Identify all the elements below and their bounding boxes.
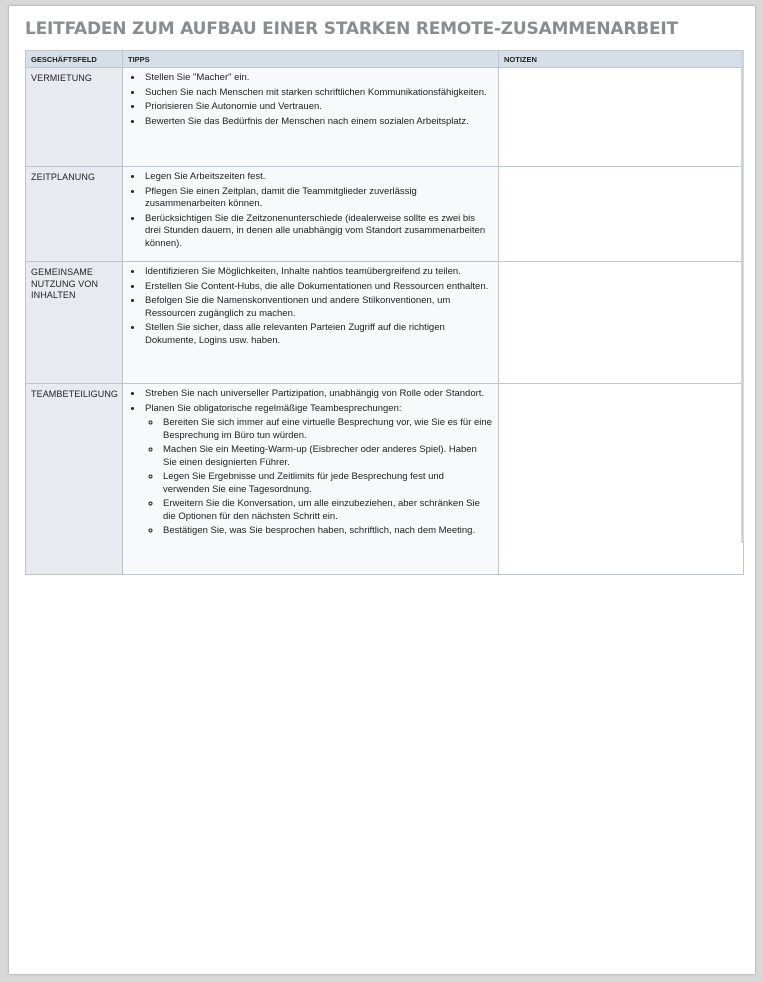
guide-table bbox=[25, 50, 744, 575]
tips-cell bbox=[123, 262, 499, 384]
header-notes: NOTIZEN bbox=[499, 51, 744, 68]
tips-list bbox=[129, 388, 492, 538]
tip-item: • Bewerten Sie das Bedürfnis der Menschen nach einem sozialen Arbeitsplatz. bbox=[143, 116, 492, 129]
field-cell: TEAMBETEILIGUNG bbox=[26, 384, 123, 575]
table-row bbox=[26, 384, 744, 575]
document-page bbox=[9, 6, 755, 974]
tip-item: • Streben Sie nach universeller Partizipation, unabhängig von Rolle oder Standort. bbox=[143, 388, 492, 401]
tips-list bbox=[129, 171, 492, 250]
table-row bbox=[26, 167, 744, 262]
tip-item bbox=[143, 403, 492, 538]
tip-item: • Erstellen Sie Content-Hubs, die alle Dokumentationen und Ressourcen enthalten. bbox=[143, 281, 492, 294]
table-row bbox=[26, 68, 744, 167]
subtip-item: ◦ Erweitern Sie die Konversation, um alle einzubeziehen, aber schränken Sie die Optionen für den nächsten Schritt ein. bbox=[161, 498, 492, 523]
tip-item: • Identifizieren Sie Möglichkeiten, Inhalte nahtlos teamübergreifend zu teilen. bbox=[143, 266, 492, 279]
notes-cell[interactable] bbox=[499, 262, 744, 384]
field-cell: GEMEINSAME NUTZUNG VON INHALTEN bbox=[26, 262, 123, 384]
tip-item-text: Planen Sie obligatorische regelmäßige Teambesprechungen: bbox=[145, 402, 402, 414]
header-field: GESCHÄFTSFELD bbox=[26, 51, 123, 68]
subtip-item: ◦ Bestätigen Sie, was Sie besprochen haben, schriftlich, nach dem Meeting. bbox=[161, 525, 492, 538]
notes-cell[interactable] bbox=[499, 68, 744, 167]
subtip-item: ◦ Machen Sie ein Meeting-Warm-up (Eisbrecher oder anderes Spiel). Haben Sie einen designierten Führer. bbox=[161, 444, 492, 469]
field-cell: ZEITPLANUNG bbox=[26, 167, 123, 262]
table-header-row bbox=[26, 51, 744, 68]
tip-item: • Berücksichtigen Sie die Zeitzonenunterschiede (idealerweise sollte es zwei bis drei Stunden dauern, in denen alle unabhängig vom Standort zusammenarbeiten können). bbox=[143, 213, 492, 251]
tips-cell bbox=[123, 384, 499, 575]
notes-cell[interactable] bbox=[499, 167, 744, 262]
tip-item: • Suchen Sie nach Menschen mit starken schriftlichen Kommunikationsfähigkeiten. bbox=[143, 87, 492, 100]
page-title: LEITFADEN ZUM AUFBAU EINER STARKEN REMOTE-ZUSAMMENARBEIT bbox=[25, 19, 678, 39]
tip-item: • Stellen Sie "Macher" ein. bbox=[143, 72, 492, 85]
subtips-list bbox=[145, 417, 492, 538]
subtip-item: ◦ Bereiten Sie sich immer auf eine virtuelle Besprechung vor, wie Sie es für eine Besprechung im Büro tun würden. bbox=[161, 417, 492, 442]
tip-item: • Pflegen Sie einen Zeitplan, damit die Teammitglieder zuverlässig zusammenarbeiten können. bbox=[143, 186, 492, 211]
tip-item: • Priorisieren Sie Autonomie und Vertrauen. bbox=[143, 101, 492, 114]
table-row bbox=[26, 262, 744, 384]
tips-cell bbox=[123, 167, 499, 262]
subtip-item: ◦ Legen Sie Ergebnisse und Zeitlimits für jede Besprechung fest und verwenden Sie eine Tagesordnung. bbox=[161, 471, 492, 496]
tips-cell bbox=[123, 68, 499, 167]
header-tips: TIPPS bbox=[123, 51, 499, 68]
table-edge-divider bbox=[741, 50, 744, 543]
notes-cell[interactable] bbox=[499, 384, 744, 575]
tips-list bbox=[129, 266, 492, 347]
tip-item: • Stellen Sie sicher, dass alle relevanten Parteien Zugriff auf die richtigen Dokumente, Logins usw. haben. bbox=[143, 322, 492, 347]
tip-item: • Legen Sie Arbeitszeiten fest. bbox=[143, 171, 492, 184]
field-cell: VERMIETUNG bbox=[26, 68, 123, 167]
tip-item: • Befolgen Sie die Namenskonventionen und andere Stilkonventionen, um Ressourcen zugänglich zu machen. bbox=[143, 295, 492, 320]
tips-list bbox=[129, 72, 492, 128]
